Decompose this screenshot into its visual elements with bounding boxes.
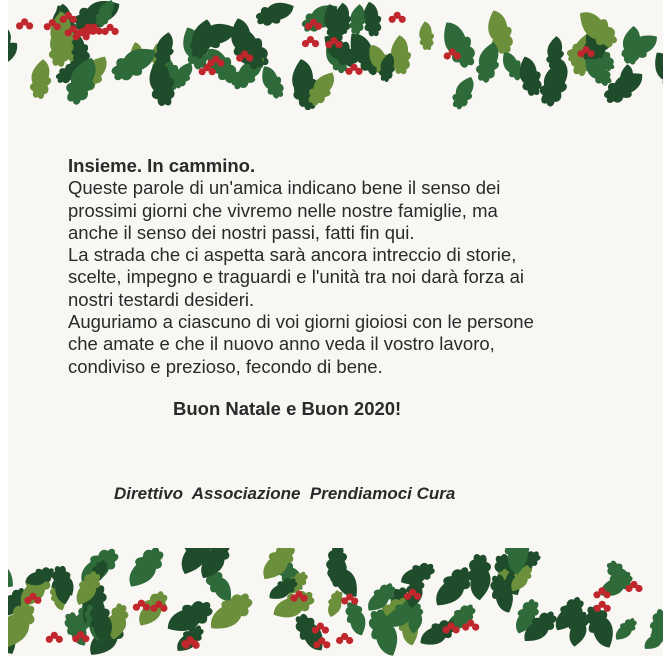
holly-berry xyxy=(209,68,216,75)
holly-berry xyxy=(217,60,224,67)
holly-berry xyxy=(90,28,97,35)
message-heading: Insieme. In cammino. xyxy=(68,155,256,176)
holly-leaf xyxy=(252,0,297,33)
holly-berry xyxy=(300,595,307,602)
message-line: Queste parole di un'amica indicano bene il senso dei xyxy=(68,177,501,199)
message-body xyxy=(68,155,628,378)
holly-leaf xyxy=(432,17,485,72)
holly-berry xyxy=(635,585,642,592)
holly-garland-top-icon xyxy=(8,0,663,110)
holly-berry xyxy=(472,624,479,631)
holly-berry xyxy=(82,635,89,642)
holly-berry xyxy=(355,68,362,75)
holly-berry xyxy=(56,636,63,643)
holly-berry xyxy=(335,41,342,48)
holly-berry xyxy=(143,604,150,611)
holly-leaf xyxy=(644,48,663,95)
holly-leaf xyxy=(450,74,476,110)
holly-berry xyxy=(604,605,611,612)
holly-leaf xyxy=(124,548,168,595)
holly-berry xyxy=(312,40,319,47)
message-line: che amate e che il nuovo anno veda il vostro lavoro, xyxy=(68,333,495,355)
holly-berry xyxy=(346,637,353,644)
holly-berry xyxy=(54,23,61,30)
holly-berry xyxy=(603,591,610,598)
holly-berry xyxy=(83,33,90,40)
signature: Direttivo Associazione Prendiamoci Cura xyxy=(114,484,456,503)
holly-berry xyxy=(34,597,41,604)
holly-berry xyxy=(351,597,358,604)
holly-berry xyxy=(160,605,167,612)
holly-leaf xyxy=(8,554,21,592)
holly-berry xyxy=(246,55,253,62)
holly-leaf xyxy=(327,590,345,619)
holly-leaf xyxy=(475,41,500,83)
holly-berry xyxy=(588,50,595,57)
holly-berry xyxy=(453,626,460,633)
message-line: condiviso e prezioso, fecondo di bene. xyxy=(68,355,383,377)
holly-leaf xyxy=(205,585,257,640)
holly-berry xyxy=(70,16,77,23)
message-line: La strada che ci aspetta sarà ancora intreccio di storie, xyxy=(68,244,517,266)
holly-berry xyxy=(193,642,200,649)
message-line: Auguriamo a ciascuno di voi giorni gioiosi con le persone xyxy=(68,311,534,333)
holly-garland-bottom-icon xyxy=(8,548,663,656)
holly-berry xyxy=(323,641,330,648)
greeting-card xyxy=(8,0,663,656)
holly-berry xyxy=(315,23,322,30)
holly-leaf xyxy=(613,614,640,645)
holly-berry xyxy=(454,52,461,59)
holly-berry xyxy=(399,16,406,23)
message-line: scelte, impegno e traguardi e l'unità tra noi darà forza ai xyxy=(68,266,525,288)
message-line: prossimi giorni che vivremo nelle nostre famiglie, ma xyxy=(68,199,498,221)
holly-berry xyxy=(322,627,329,634)
holly-leaf xyxy=(28,59,53,100)
message-line: anche il senso dei nostri passi, fatti fin qui. xyxy=(68,221,415,243)
holly-berry xyxy=(112,28,119,35)
message-line: nostri testardi desideri. xyxy=(68,288,255,310)
christmas-greeting: Buon Natale e Buon 2020! xyxy=(173,398,402,419)
holly-berry xyxy=(26,22,33,29)
holly-berry xyxy=(414,593,421,600)
holly-leaf xyxy=(414,20,438,52)
